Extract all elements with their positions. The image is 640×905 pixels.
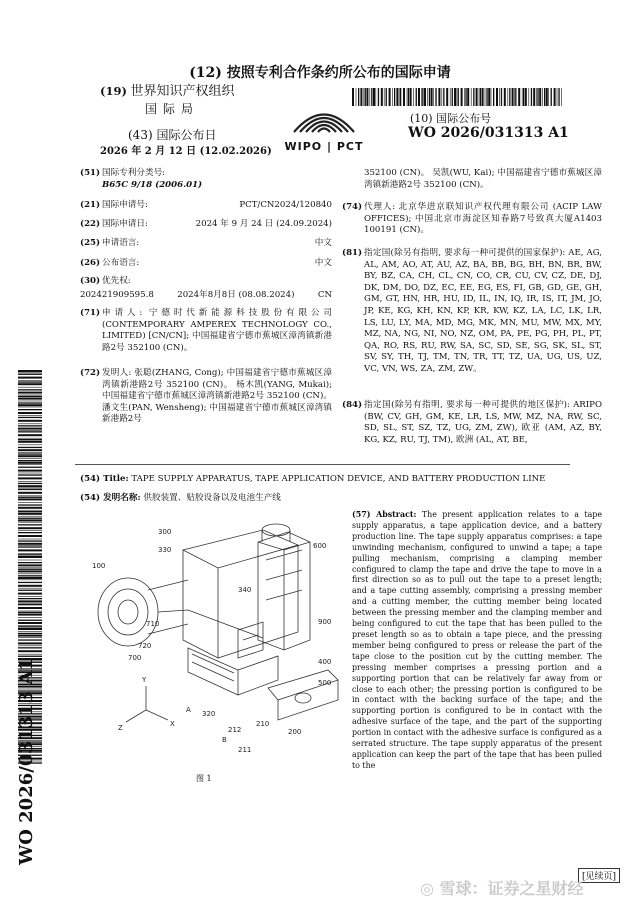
barcode-bar	[504, 88, 506, 106]
barcode-bar	[18, 452, 42, 453]
barcode-bar	[422, 88, 423, 106]
field-74: (74) 代理人: 北京华进京联知识产权代理有限公司 (ACIP LAW OFFICES); 中国北京市海淀区知春路7号致真大厦A1403 100191 (CN)。	[342, 202, 602, 236]
barcode-bar	[18, 518, 42, 519]
field-21: (21) 国际申请号: PCT/CN2024/120840	[80, 200, 332, 210]
barcode-bar	[476, 88, 478, 106]
publication-date-label: (43) 国际公布日	[128, 128, 217, 142]
barcode-bar	[548, 88, 549, 106]
barcode-bar	[18, 489, 42, 490]
watermark: ◎ 雪球：证券之星财经	[420, 879, 584, 898]
barcode-bar	[18, 458, 42, 459]
barcode-bar	[18, 474, 42, 475]
barcode-bar	[461, 88, 463, 106]
barcode-bar	[378, 88, 379, 106]
barcode-bar	[18, 395, 42, 396]
barcode-bar	[18, 492, 42, 494]
barcode-bar	[18, 604, 42, 605]
barcode-bar	[18, 412, 42, 414]
barcode-bar	[408, 88, 409, 106]
barcode-bar	[18, 455, 42, 457]
side-publication-number: WO 2026/031313 A1	[16, 658, 37, 865]
barcode-bar	[18, 611, 42, 612]
barcode-bar	[558, 88, 559, 106]
barcode-bar	[18, 549, 42, 551]
figure-label: 210	[256, 720, 270, 728]
barcode-bar	[518, 88, 520, 106]
barcode-bar	[561, 88, 562, 106]
barcode-bar	[18, 598, 42, 599]
barcode-bar	[371, 88, 372, 106]
barcode-bar	[18, 462, 42, 464]
barcode-bar	[18, 585, 42, 587]
barcode-bar	[373, 88, 375, 106]
barcode-bar	[18, 539, 42, 540]
publication-number-label: (10) 国际公布号	[410, 112, 492, 125]
barcode-bar	[18, 497, 42, 498]
barcode-bar	[18, 438, 42, 439]
barcode-bar	[389, 88, 391, 106]
barcode-bar	[433, 88, 434, 106]
barcode-bar	[542, 88, 543, 106]
barcode-bar	[18, 596, 42, 597]
barcode-bar	[18, 404, 42, 406]
barcode-bar	[509, 88, 510, 106]
barcode-bar	[18, 485, 42, 487]
barcode-bar	[18, 389, 42, 390]
barcode-bar	[18, 607, 42, 609]
figure-label: A	[186, 706, 191, 714]
barcode-bar	[18, 374, 42, 375]
figure-label: 900	[318, 618, 332, 626]
barcode-bar	[18, 430, 42, 431]
barcode-bar	[18, 381, 42, 382]
barcode-bar	[403, 88, 405, 106]
barcode-bar	[529, 88, 530, 106]
barcode-bar	[18, 543, 42, 545]
barcode-bar	[410, 88, 412, 106]
barcode-bar	[18, 622, 42, 624]
barcode-bar	[18, 453, 42, 454]
barcode-bar	[491, 88, 492, 106]
barcode-bar	[515, 88, 516, 106]
barcode-bar	[546, 88, 548, 106]
barcode-bar	[18, 370, 42, 372]
field-30: (30) 优先权: 202421909595.8 2024年8月8日 (08.08.2024) CN	[80, 276, 332, 300]
patent-drawing-figure-1	[88, 520, 340, 765]
figure-label: 700	[128, 654, 142, 662]
barcode-bar	[18, 516, 42, 517]
barcode-bar	[418, 88, 420, 106]
figure-label: 211	[238, 746, 252, 754]
figure-caption: 图 1	[196, 774, 212, 783]
barcode-bar	[18, 402, 42, 403]
barcode-bar	[18, 577, 42, 579]
field-72-continued: 352100 (CN)。 吴凯(WU, Kai); 中国福建省宁德市蕉城区漳湾镇新港路2号 352100 (CN)。	[364, 168, 602, 190]
barcode-bar	[18, 614, 42, 616]
barcode-bar	[18, 401, 42, 402]
barcode-bar	[18, 570, 42, 572]
barcode-bar	[18, 510, 42, 511]
barcode-bar	[18, 420, 42, 422]
barcode-bar	[539, 88, 541, 106]
abstract: (57) Abstract: The present application relates to a tape supply apparatus, a tape application device, and a battery production line. The tape supply apparatus comprises: a tape unwinding mechanism, configured to unwind a tape; a tape pulling mechanism, comprising a clamping member configured to clamp the tape and drive the tape to move in a first direction so as to pull out the tape to a preset length; and a tape cutting assembly, comprising a pressing member and a cutting member, the cutting member being located between the pressing member and the clamping member and being configured to cut the tape that has been pulled to the preset length so as to obtain a tape piece, and the pressing member being configured to press or release the part of the tape close to the position cut by the cutting member. The pressing member comprises a pressing portion and a supporting portion that can be relatively far away from or close to each other; the pressing portion is configured to be in contact with the backing surface of the tape; and the supporting portion is configured to be in contact with the adhesive surface of the tape, and the part of the supporting portion in contact with the adhesive surface is configured as a serrated structure. The tape supply apparatus of the present application can keep the part of the tape that has been pulled to the	[352, 510, 602, 770]
barcode-bar	[18, 582, 42, 583]
figure-label: 400	[318, 658, 332, 666]
barcode-bar	[364, 88, 365, 106]
document-title: (12) 按照专利合作条约所公布的国际申请	[189, 65, 451, 81]
barcode-bar	[18, 593, 42, 595]
org-code: (19)	[100, 84, 127, 98]
figure-label: B	[222, 736, 227, 744]
barcode-bar	[18, 498, 42, 500]
barcode-bar	[533, 88, 535, 106]
barcode-bar	[18, 373, 42, 374]
barcode-bar	[18, 527, 42, 529]
barcode-bar	[18, 546, 42, 547]
barcode-bar	[18, 396, 42, 397]
barcode-bar	[18, 496, 42, 497]
barcode-bar	[18, 407, 42, 408]
barcode-bar	[18, 564, 42, 566]
barcode-bar	[493, 88, 494, 106]
barcode-bar	[392, 88, 393, 106]
barcode-bar	[18, 460, 42, 461]
barcode-bar	[508, 88, 509, 106]
barcode-bar	[18, 387, 42, 388]
barcode-bar	[376, 88, 377, 106]
divider-top	[75, 464, 570, 465]
barcode-bar	[480, 88, 481, 106]
barcode-bar	[537, 88, 538, 106]
barcode-bar	[407, 88, 408, 106]
barcode-bar	[514, 88, 515, 106]
org-name: 世界知识产权组织	[130, 84, 235, 99]
barcode-bar	[18, 383, 42, 385]
barcode-bar	[421, 88, 422, 106]
barcode-bar	[464, 88, 465, 106]
barcode-bar	[443, 88, 444, 106]
barcode-bar	[454, 88, 456, 106]
barcode-bar	[18, 635, 42, 637]
field-51: (51) 国际专利分类号: B65C 9/18 (2006.01)	[80, 168, 203, 190]
barcode-bar	[18, 488, 42, 489]
barcode-bar	[18, 398, 42, 400]
barcode-bar	[18, 580, 42, 581]
barcode-bar	[18, 431, 42, 432]
wipo-pct-logo-text: WIPO | PCT	[284, 140, 364, 153]
barcode-bar	[18, 477, 42, 479]
barcode-bar	[384, 88, 385, 106]
publication-number: WO 2026/031313 A1	[408, 125, 569, 141]
barcode-bar	[18, 473, 42, 474]
barcode-bar	[18, 377, 42, 379]
field-84: (84) 指定国(除另有指明, 要求每一种可提供的地区保护): ARIPO (BW, CV, GH, GM, KE, LR, LS, MW, MZ, NA, RW, SC, SD, SL, ST, SZ, TZ, UG, ZM, ZW), 欧亚 (AM, AZ, BY, KG, KZ, RU, TJ, TM), 欧洲 (AL, AT, BE,	[342, 400, 602, 445]
barcode-bar	[18, 409, 42, 410]
field-22: (22) 国际申请日: 2024 年 9 月 24 日 (24.09.2024)	[80, 219, 332, 229]
barcode-bar	[399, 88, 400, 106]
figure-label: 500	[318, 679, 332, 687]
barcode-bar	[424, 88, 426, 106]
barcode-bar	[18, 470, 42, 472]
barcode-bar	[18, 656, 42, 657]
barcode-bar	[18, 502, 42, 503]
field-71: (71) 申请人: 宁德时代新能源科技股份有限公司 (CONTEMPORARY AMPEREX TECHNOLOGY CO., LIMITED) [CN/CN]; 中国福建省宁德市蕉城区漳湾镇新港路2号 352100 (CN)。	[80, 308, 332, 353]
barcode-bar	[465, 88, 466, 106]
barcode-bar	[18, 647, 42, 648]
barcode-bar	[18, 447, 42, 448]
barcode-bar	[18, 600, 42, 602]
barcode-bar	[471, 88, 472, 106]
barcode-bar	[18, 650, 42, 652]
barcode-bar	[18, 392, 42, 394]
barcode-bar	[18, 441, 42, 443]
figure-label: 710	[146, 620, 160, 628]
title-english: (54) Title: TAPE SUPPLY APPARATUS, TAPE APPLICATION DEVICE, AND BATTERY PRODUCTION LINE	[80, 474, 546, 484]
field-25: (25) 申请语言: 中文	[80, 238, 332, 248]
barcode-bar	[512, 88, 514, 106]
figure-label: 300	[158, 528, 172, 536]
barcode-bar	[18, 569, 42, 570]
barcode-bar	[473, 88, 474, 106]
figure-label: X	[170, 720, 175, 728]
barcode-bar	[536, 88, 537, 106]
figure-label: 320	[202, 710, 216, 718]
barcode-bar	[18, 425, 42, 426]
barcode-bar	[18, 513, 42, 515]
barcode-bar	[522, 88, 523, 106]
publication-date: 2026 年 2 月 12 日 (12.02.2026)	[100, 146, 272, 157]
barcode-bar	[18, 612, 42, 613]
org-office: 国际局	[145, 102, 200, 116]
barcode-bar	[18, 562, 42, 563]
continued-marker: [见续页]	[578, 868, 620, 883]
barcode-bar	[488, 88, 490, 106]
barcode-bar	[18, 560, 42, 561]
barcode-bar	[18, 625, 42, 626]
barcode-bar	[499, 88, 500, 106]
barcode-bar	[482, 88, 484, 106]
barcode-bar	[18, 642, 42, 644]
barcode-bar	[18, 631, 42, 632]
figure-label: Z	[118, 724, 123, 732]
barcode-bar	[400, 88, 401, 106]
barcode-bar	[18, 424, 42, 425]
barcode-bar	[370, 88, 371, 106]
barcode-bar	[554, 88, 556, 106]
barcode-bar	[394, 88, 395, 106]
barcode-bar	[18, 617, 42, 618]
barcode-bar	[356, 88, 357, 106]
barcode-bar	[525, 88, 527, 106]
barcode-bar	[18, 522, 42, 523]
barcode-bar	[531, 88, 532, 106]
barcode-bar	[360, 88, 362, 106]
barcode-bar	[18, 507, 42, 509]
figure-label: 212	[228, 726, 242, 734]
barcode-bar	[18, 504, 42, 505]
barcode-bar	[496, 88, 498, 106]
field-72: (72) 发明人: 张聪(ZHANG, Cong); 中国福建省宁德市蕉城区漳湾镇新港路2号 352100 (CN)。 杨木凯(YANG, Mukai); 中国福建省宁德市蕉城区漳湾镇新港路2号 352100 (CN)。 潘文生(PAN, Wensheng); 中国福建省宁德市蕉城区漳湾镇新港路2号	[80, 368, 332, 425]
barcode-bar	[396, 88, 398, 106]
barcode-bar	[18, 626, 42, 627]
barcode-bar	[523, 88, 524, 106]
barcode-bar	[18, 654, 42, 655]
barcode-bar	[381, 88, 383, 106]
barcode-bar	[18, 590, 42, 591]
barcode-bar	[446, 88, 448, 106]
barcode-bar	[18, 556, 42, 558]
barcode-bar	[18, 628, 42, 630]
barcode-bar	[18, 483, 42, 484]
barcode-bar	[438, 88, 440, 106]
barcode-bar	[479, 88, 480, 106]
barcode-bar	[18, 428, 42, 430]
barcode-bar	[18, 574, 42, 575]
barcode-bar	[18, 603, 42, 604]
barcode-bar	[442, 88, 443, 106]
barcode-bar	[18, 434, 42, 436]
top-barcode-icon	[352, 88, 562, 106]
barcode-bar	[413, 88, 414, 106]
barcode-bar	[452, 88, 453, 106]
figure-label: 600	[313, 542, 327, 550]
barcode-bar	[18, 554, 42, 555]
barcode-bar	[557, 88, 558, 106]
barcode-bar	[18, 575, 42, 576]
figure-label: Y	[142, 676, 147, 684]
figure-label: 100	[92, 562, 106, 570]
barcode-bar	[365, 88, 366, 106]
barcode-bar	[18, 532, 42, 533]
barcode-bar	[18, 646, 42, 647]
figure-label: 720	[138, 642, 152, 650]
barcode-bar	[18, 553, 42, 554]
barcode-bar	[485, 88, 486, 106]
field-81: (81) 指定国(除另有指明, 要求每一种可提供的国家保护): AE, AG, AL, AM, AO, AT, AU, AZ, BA, BB, BG, BH, BN, BR, BW, BY, BZ, CA, CH, CL, CN, CO, CR, CU, CV, CZ, DE, DJ, DK, DM, DO, DZ, EC, EE, EG, ES, FI, GB, GD, GE, GH, GM, GT, HN, HR, HU, ID, IL, IN, IQ, IR, IS, IT, JM, JO, JP, KE, KG, KH, KN, KP, KR, KW, KZ, LA, LC, LK, LR, LS, LU, LY, MA, MD, MG, MK, MN, MU, MW, MX, MY, MZ, NA, NG, NI, NO, NZ, OM, PA, PE, PG, PH, PL, PT, QA, RO, RS, RU, RW, SA, SC, SD, SE, SG, SK, SL, ST, SV, SY, TH, TJ, TM, TN, TR, TT, TZ, UA, UG, US, UZ, VC, VN, WS, ZA, ZM, ZW。	[342, 248, 602, 374]
barcode-bar	[429, 88, 430, 106]
barcode-bar	[416, 88, 417, 106]
barcode-bar	[352, 88, 354, 106]
barcode-bar	[366, 88, 368, 106]
barcode-bar	[358, 88, 359, 106]
barcode-bar	[18, 449, 42, 451]
barcode-bar	[458, 88, 459, 106]
barcode-bar	[18, 464, 42, 465]
barcode-bar	[18, 524, 42, 525]
barcode-bar	[457, 88, 458, 106]
barcode-bar	[501, 88, 502, 106]
barcode-bar	[551, 88, 552, 106]
barcode-bar	[18, 633, 42, 634]
barcode-bar	[18, 417, 42, 418]
figure-label: 340	[238, 586, 252, 594]
organization-block	[100, 84, 270, 99]
barcode-bar	[18, 445, 42, 446]
figure-label: 330	[158, 546, 172, 554]
field-26: (26) 公布语言: 中文	[80, 258, 332, 268]
barcode-bar	[450, 88, 451, 106]
barcode-bar	[18, 588, 42, 589]
barcode-bar	[431, 88, 433, 106]
barcode-bar	[18, 481, 42, 482]
barcode-bar	[18, 519, 42, 521]
barcode-bar	[18, 568, 42, 569]
barcode-bar	[18, 540, 42, 541]
barcode-bar	[435, 88, 436, 106]
barcode-bar	[18, 380, 42, 381]
barcode-bar	[18, 530, 42, 531]
barcode-bar	[427, 88, 428, 106]
barcode-bar	[467, 88, 469, 106]
barcode-bar	[386, 88, 387, 106]
barcode-bar	[18, 545, 42, 546]
barcode-bar	[18, 620, 42, 621]
figure-label: 200	[288, 728, 302, 736]
barcode-bar	[18, 535, 42, 537]
barcode-bar	[18, 637, 42, 638]
barcode-bar	[18, 467, 42, 468]
barcode-bar	[18, 511, 42, 512]
barcode-bar	[544, 88, 545, 106]
barcode-bar	[18, 439, 42, 440]
title-chinese: (54) 发明名称: 供胶装置、贴胶设备以及电池生产线	[80, 493, 281, 503]
barcode-bar	[486, 88, 487, 106]
barcode-bar	[18, 639, 42, 640]
barcode-bar	[18, 415, 42, 416]
